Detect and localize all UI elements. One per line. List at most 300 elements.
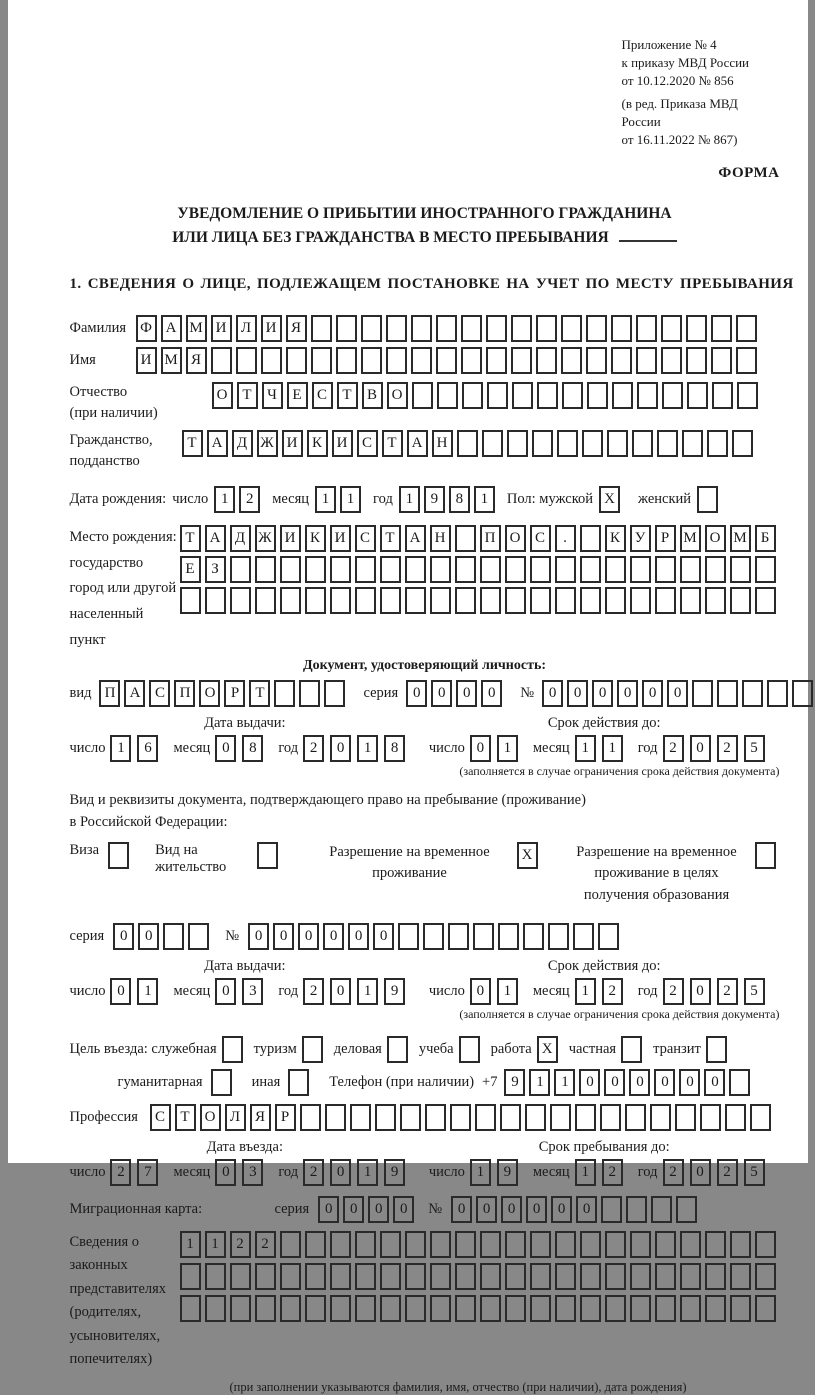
- char-cell[interactable]: [705, 556, 726, 583]
- char-cell[interactable]: [661, 315, 682, 342]
- char-cell[interactable]: 2: [255, 1231, 276, 1258]
- char-cell[interactable]: [355, 587, 376, 614]
- char-cell[interactable]: [430, 587, 451, 614]
- char-cell[interactable]: [611, 347, 632, 374]
- char-cell[interactable]: [512, 382, 533, 409]
- char-cell[interactable]: [755, 587, 776, 614]
- char-cell[interactable]: [380, 1295, 401, 1322]
- char-cell[interactable]: 0: [667, 680, 688, 707]
- char-cell[interactable]: [680, 1263, 701, 1290]
- char-cell[interactable]: [280, 1263, 301, 1290]
- char-cell[interactable]: [330, 1295, 351, 1322]
- char-cell[interactable]: 0: [113, 923, 134, 950]
- char-cell[interactable]: [430, 1263, 451, 1290]
- char-cell[interactable]: 0: [476, 1196, 497, 1223]
- char-cell[interactable]: X: [537, 1036, 558, 1063]
- char-cell[interactable]: Т: [337, 382, 358, 409]
- char-cell[interactable]: [755, 556, 776, 583]
- char-cell[interactable]: П: [174, 680, 195, 707]
- char-cell[interactable]: [580, 1231, 601, 1258]
- char-cell[interactable]: 0: [567, 680, 588, 707]
- char-cell[interactable]: [311, 347, 332, 374]
- char-cell[interactable]: [680, 587, 701, 614]
- char-cell[interactable]: З: [205, 556, 226, 583]
- char-cell[interactable]: Т: [382, 430, 403, 457]
- char-cell[interactable]: 8: [384, 735, 405, 762]
- char-cell[interactable]: [711, 315, 732, 342]
- char-cell[interactable]: [305, 1263, 326, 1290]
- char-cell[interactable]: [507, 430, 528, 457]
- char-cell[interactable]: [450, 1104, 471, 1131]
- char-cell[interactable]: 1: [575, 978, 596, 1005]
- char-cell[interactable]: [767, 680, 788, 707]
- char-cell[interactable]: Т: [182, 430, 203, 457]
- char-cell[interactable]: Я: [286, 315, 307, 342]
- char-cell[interactable]: [548, 923, 569, 950]
- char-cell[interactable]: [575, 1104, 596, 1131]
- char-cell[interactable]: [598, 923, 619, 950]
- char-cell[interactable]: Б: [755, 525, 776, 552]
- char-cell[interactable]: 0: [110, 978, 131, 1005]
- char-cell[interactable]: [480, 1231, 501, 1258]
- char-cell[interactable]: [530, 1263, 551, 1290]
- char-cell[interactable]: [222, 1036, 243, 1063]
- char-cell[interactable]: [230, 1295, 251, 1322]
- char-cell[interactable]: [605, 556, 626, 583]
- char-cell[interactable]: И: [261, 315, 282, 342]
- char-cell[interactable]: [299, 680, 320, 707]
- char-cell[interactable]: [736, 315, 757, 342]
- char-cell[interactable]: [311, 315, 332, 342]
- char-cell[interactable]: [412, 382, 433, 409]
- char-cell[interactable]: [605, 587, 626, 614]
- char-cell[interactable]: [305, 587, 326, 614]
- char-cell[interactable]: 0: [542, 680, 563, 707]
- char-cell[interactable]: [180, 1295, 201, 1322]
- char-cell[interactable]: [792, 680, 813, 707]
- char-cell[interactable]: 5: [744, 735, 765, 762]
- char-cell[interactable]: [230, 587, 251, 614]
- char-cell[interactable]: М: [161, 347, 182, 374]
- char-cell[interactable]: [600, 1104, 621, 1131]
- char-cell[interactable]: 9: [504, 1069, 525, 1096]
- char-cell[interactable]: 1: [180, 1231, 201, 1258]
- char-cell[interactable]: [380, 1231, 401, 1258]
- char-cell[interactable]: [737, 382, 758, 409]
- char-cell[interactable]: Е: [180, 556, 201, 583]
- char-cell[interactable]: 0: [690, 1159, 711, 1186]
- char-cell[interactable]: [730, 1231, 751, 1258]
- char-cell[interactable]: [411, 315, 432, 342]
- char-cell[interactable]: [355, 1295, 376, 1322]
- char-cell[interactable]: [455, 587, 476, 614]
- char-cell[interactable]: 0: [501, 1196, 522, 1223]
- char-cell[interactable]: 0: [393, 1196, 414, 1223]
- char-cell[interactable]: [336, 315, 357, 342]
- char-cell[interactable]: 0: [373, 923, 394, 950]
- char-cell[interactable]: [330, 587, 351, 614]
- char-cell[interactable]: [405, 1231, 426, 1258]
- char-cell[interactable]: О: [705, 525, 726, 552]
- char-cell[interactable]: [480, 556, 501, 583]
- char-cell[interactable]: О: [199, 680, 220, 707]
- char-cell[interactable]: 2: [303, 735, 324, 762]
- char-cell[interactable]: [586, 347, 607, 374]
- char-cell[interactable]: [630, 556, 651, 583]
- char-cell[interactable]: [230, 556, 251, 583]
- char-cell[interactable]: [630, 1263, 651, 1290]
- char-cell[interactable]: 0: [330, 1159, 351, 1186]
- char-cell[interactable]: [605, 1263, 626, 1290]
- char-cell[interactable]: [163, 923, 184, 950]
- char-cell[interactable]: [707, 430, 728, 457]
- char-cell[interactable]: [530, 1295, 551, 1322]
- char-cell[interactable]: [611, 315, 632, 342]
- char-cell[interactable]: [630, 587, 651, 614]
- char-cell[interactable]: [211, 347, 232, 374]
- char-cell[interactable]: [380, 1263, 401, 1290]
- char-cell[interactable]: 0: [690, 735, 711, 762]
- char-cell[interactable]: [473, 923, 494, 950]
- char-cell[interactable]: О: [212, 382, 233, 409]
- char-cell[interactable]: С: [357, 430, 378, 457]
- char-cell[interactable]: 0: [248, 923, 269, 950]
- char-cell[interactable]: [257, 842, 278, 869]
- char-cell[interactable]: [505, 1263, 526, 1290]
- char-cell[interactable]: [555, 1231, 576, 1258]
- char-cell[interactable]: [430, 556, 451, 583]
- char-cell[interactable]: [580, 556, 601, 583]
- char-cell[interactable]: [511, 347, 532, 374]
- char-cell[interactable]: [750, 1104, 771, 1131]
- char-cell[interactable]: И: [211, 315, 232, 342]
- char-cell[interactable]: 0: [431, 680, 452, 707]
- char-cell[interactable]: [730, 1263, 751, 1290]
- char-cell[interactable]: [180, 587, 201, 614]
- char-cell[interactable]: [742, 680, 763, 707]
- char-cell[interactable]: 2: [602, 978, 623, 1005]
- char-cell[interactable]: [480, 587, 501, 614]
- char-cell[interactable]: И: [282, 430, 303, 457]
- char-cell[interactable]: [505, 556, 526, 583]
- char-cell[interactable]: [687, 382, 708, 409]
- char-cell[interactable]: А: [124, 680, 145, 707]
- char-cell[interactable]: [280, 1231, 301, 1258]
- char-cell[interactable]: О: [200, 1104, 221, 1131]
- char-cell[interactable]: [511, 315, 532, 342]
- char-cell[interactable]: [680, 1295, 701, 1322]
- char-cell[interactable]: [486, 315, 507, 342]
- char-cell[interactable]: 0: [215, 978, 236, 1005]
- char-cell[interactable]: Ж: [255, 525, 276, 552]
- char-cell[interactable]: 1: [357, 735, 378, 762]
- char-cell[interactable]: 2: [239, 486, 260, 513]
- char-cell[interactable]: К: [605, 525, 626, 552]
- char-cell[interactable]: [682, 430, 703, 457]
- char-cell[interactable]: [398, 923, 419, 950]
- char-cell[interactable]: [457, 430, 478, 457]
- char-cell[interactable]: [525, 1104, 546, 1131]
- char-cell[interactable]: Л: [236, 315, 257, 342]
- char-cell[interactable]: 0: [654, 1069, 675, 1096]
- char-cell[interactable]: 1: [497, 735, 518, 762]
- char-cell[interactable]: [730, 556, 751, 583]
- char-cell[interactable]: 3: [242, 1159, 263, 1186]
- char-cell[interactable]: [475, 1104, 496, 1131]
- char-cell[interactable]: [380, 587, 401, 614]
- char-cell[interactable]: Я: [186, 347, 207, 374]
- char-cell[interactable]: [230, 1263, 251, 1290]
- char-cell[interactable]: П: [480, 525, 501, 552]
- char-cell[interactable]: А: [161, 315, 182, 342]
- char-cell[interactable]: 0: [273, 923, 294, 950]
- char-cell[interactable]: 1: [315, 486, 336, 513]
- char-cell[interactable]: Т: [180, 525, 201, 552]
- char-cell[interactable]: [730, 587, 751, 614]
- char-cell[interactable]: 1: [340, 486, 361, 513]
- char-cell[interactable]: [662, 382, 683, 409]
- char-cell[interactable]: [330, 556, 351, 583]
- char-cell[interactable]: [636, 347, 657, 374]
- char-cell[interactable]: 1: [205, 1231, 226, 1258]
- char-cell[interactable]: [330, 1263, 351, 1290]
- char-cell[interactable]: [288, 1069, 309, 1096]
- char-cell[interactable]: [255, 587, 276, 614]
- char-cell[interactable]: [188, 923, 209, 950]
- char-cell[interactable]: [305, 1231, 326, 1258]
- char-cell[interactable]: [661, 347, 682, 374]
- char-cell[interactable]: 0: [406, 680, 427, 707]
- char-cell[interactable]: [651, 1196, 672, 1223]
- char-cell[interactable]: [455, 1231, 476, 1258]
- char-cell[interactable]: [711, 347, 732, 374]
- char-cell[interactable]: [523, 923, 544, 950]
- char-cell[interactable]: [405, 556, 426, 583]
- char-cell[interactable]: Е: [287, 382, 308, 409]
- char-cell[interactable]: [305, 556, 326, 583]
- char-cell[interactable]: [211, 1069, 232, 1096]
- char-cell[interactable]: 0: [576, 1196, 597, 1223]
- char-cell[interactable]: К: [307, 430, 328, 457]
- char-cell[interactable]: [380, 556, 401, 583]
- char-cell[interactable]: 0: [629, 1069, 650, 1096]
- char-cell[interactable]: [286, 347, 307, 374]
- char-cell[interactable]: [655, 556, 676, 583]
- char-cell[interactable]: [580, 1263, 601, 1290]
- char-cell[interactable]: [725, 1104, 746, 1131]
- char-cell[interactable]: [586, 315, 607, 342]
- char-cell[interactable]: И: [330, 525, 351, 552]
- char-cell[interactable]: [705, 1231, 726, 1258]
- char-cell[interactable]: 0: [617, 680, 638, 707]
- char-cell[interactable]: [705, 1295, 726, 1322]
- char-cell[interactable]: Р: [275, 1104, 296, 1131]
- char-cell[interactable]: С: [149, 680, 170, 707]
- char-cell[interactable]: Д: [232, 430, 253, 457]
- char-cell[interactable]: [605, 1295, 626, 1322]
- char-cell[interactable]: [180, 1263, 201, 1290]
- char-cell[interactable]: [423, 923, 444, 950]
- char-cell[interactable]: [582, 430, 603, 457]
- char-cell[interactable]: [706, 1036, 727, 1063]
- char-cell[interactable]: [505, 1295, 526, 1322]
- char-cell[interactable]: 1: [399, 486, 420, 513]
- char-cell[interactable]: [561, 347, 582, 374]
- char-cell[interactable]: М: [730, 525, 751, 552]
- char-cell[interactable]: Ч: [262, 382, 283, 409]
- char-cell[interactable]: [561, 315, 582, 342]
- char-cell[interactable]: [498, 923, 519, 950]
- char-cell[interactable]: 2: [717, 978, 738, 1005]
- char-cell[interactable]: 9: [384, 1159, 405, 1186]
- char-cell[interactable]: 0: [215, 1159, 236, 1186]
- char-cell[interactable]: 1: [137, 978, 158, 1005]
- char-cell[interactable]: 2: [717, 735, 738, 762]
- char-cell[interactable]: 0: [704, 1069, 725, 1096]
- char-cell[interactable]: О: [387, 382, 408, 409]
- char-cell[interactable]: С: [355, 525, 376, 552]
- char-cell[interactable]: И: [280, 525, 301, 552]
- char-cell[interactable]: [621, 1036, 642, 1063]
- char-cell[interactable]: [280, 1295, 301, 1322]
- char-cell[interactable]: [387, 1036, 408, 1063]
- char-cell[interactable]: 6: [137, 735, 158, 762]
- char-cell[interactable]: 2: [110, 1159, 131, 1186]
- char-cell[interactable]: [686, 347, 707, 374]
- char-cell[interactable]: [655, 587, 676, 614]
- char-cell[interactable]: 1: [575, 735, 596, 762]
- char-cell[interactable]: [676, 1196, 697, 1223]
- char-cell[interactable]: И: [332, 430, 353, 457]
- char-cell[interactable]: [430, 1295, 451, 1322]
- char-cell[interactable]: 1: [575, 1159, 596, 1186]
- char-cell[interactable]: 5: [744, 978, 765, 1005]
- char-cell[interactable]: [636, 315, 657, 342]
- char-cell[interactable]: 9: [424, 486, 445, 513]
- char-cell[interactable]: [236, 347, 257, 374]
- char-cell[interactable]: 0: [138, 923, 159, 950]
- char-cell[interactable]: [300, 1104, 321, 1131]
- char-cell[interactable]: [386, 315, 407, 342]
- char-cell[interactable]: [626, 1196, 647, 1223]
- char-cell[interactable]: [755, 1231, 776, 1258]
- char-cell[interactable]: [405, 1295, 426, 1322]
- char-cell[interactable]: 0: [323, 923, 344, 950]
- char-cell[interactable]: [255, 1263, 276, 1290]
- char-cell[interactable]: X: [517, 842, 538, 869]
- char-cell[interactable]: 2: [663, 1159, 684, 1186]
- char-cell[interactable]: [205, 1263, 226, 1290]
- char-cell[interactable]: 9: [497, 1159, 518, 1186]
- char-cell[interactable]: [448, 923, 469, 950]
- char-cell[interactable]: 1: [474, 486, 495, 513]
- char-cell[interactable]: [705, 587, 726, 614]
- char-cell[interactable]: Т: [175, 1104, 196, 1131]
- char-cell[interactable]: [550, 1104, 571, 1131]
- char-cell[interactable]: 0: [456, 680, 477, 707]
- char-cell[interactable]: 3: [242, 978, 263, 1005]
- char-cell[interactable]: [505, 587, 526, 614]
- char-cell[interactable]: [325, 1104, 346, 1131]
- char-cell[interactable]: [355, 556, 376, 583]
- char-cell[interactable]: 0: [604, 1069, 625, 1096]
- char-cell[interactable]: [336, 347, 357, 374]
- char-cell[interactable]: А: [207, 430, 228, 457]
- char-cell[interactable]: 2: [303, 978, 324, 1005]
- char-cell[interactable]: [601, 1196, 622, 1223]
- char-cell[interactable]: [717, 680, 738, 707]
- char-cell[interactable]: [355, 1263, 376, 1290]
- char-cell[interactable]: 1: [529, 1069, 550, 1096]
- char-cell[interactable]: 7: [137, 1159, 158, 1186]
- char-cell[interactable]: Я: [250, 1104, 271, 1131]
- char-cell[interactable]: [255, 1295, 276, 1322]
- char-cell[interactable]: [755, 842, 776, 869]
- char-cell[interactable]: [655, 1231, 676, 1258]
- char-cell[interactable]: С: [530, 525, 551, 552]
- char-cell[interactable]: Н: [432, 430, 453, 457]
- char-cell[interactable]: 2: [602, 1159, 623, 1186]
- char-cell[interactable]: 1: [357, 978, 378, 1005]
- char-cell[interactable]: [637, 382, 658, 409]
- char-cell[interactable]: [712, 382, 733, 409]
- char-cell[interactable]: [536, 315, 557, 342]
- char-cell[interactable]: [400, 1104, 421, 1131]
- char-cell[interactable]: 0: [215, 735, 236, 762]
- char-cell[interactable]: [436, 315, 457, 342]
- char-cell[interactable]: [459, 1036, 480, 1063]
- char-cell[interactable]: [630, 1295, 651, 1322]
- char-cell[interactable]: [487, 382, 508, 409]
- char-cell[interactable]: [375, 1104, 396, 1131]
- char-cell[interactable]: [555, 556, 576, 583]
- char-cell[interactable]: 2: [717, 1159, 738, 1186]
- char-cell[interactable]: [430, 1231, 451, 1258]
- char-cell[interactable]: К: [305, 525, 326, 552]
- char-cell[interactable]: В: [362, 382, 383, 409]
- char-cell[interactable]: [580, 525, 601, 552]
- char-cell[interactable]: У: [630, 525, 651, 552]
- char-cell[interactable]: [505, 1231, 526, 1258]
- char-cell[interactable]: 0: [368, 1196, 389, 1223]
- char-cell[interactable]: [261, 347, 282, 374]
- char-cell[interactable]: [455, 1295, 476, 1322]
- char-cell[interactable]: 1: [554, 1069, 575, 1096]
- char-cell[interactable]: Т: [380, 525, 401, 552]
- char-cell[interactable]: [732, 430, 753, 457]
- char-cell[interactable]: [436, 347, 457, 374]
- char-cell[interactable]: [625, 1104, 646, 1131]
- char-cell[interactable]: [650, 1104, 671, 1131]
- char-cell[interactable]: [274, 680, 295, 707]
- char-cell[interactable]: [530, 556, 551, 583]
- char-cell[interactable]: [562, 382, 583, 409]
- char-cell[interactable]: [605, 1231, 626, 1258]
- char-cell[interactable]: [555, 1295, 576, 1322]
- char-cell[interactable]: 0: [330, 978, 351, 1005]
- char-cell[interactable]: С: [150, 1104, 171, 1131]
- char-cell[interactable]: [280, 556, 301, 583]
- char-cell[interactable]: [324, 680, 345, 707]
- char-cell[interactable]: Л: [225, 1104, 246, 1131]
- char-cell[interactable]: Р: [224, 680, 245, 707]
- char-cell[interactable]: 8: [449, 486, 470, 513]
- char-cell[interactable]: [697, 486, 718, 513]
- char-cell[interactable]: 0: [451, 1196, 472, 1223]
- char-cell[interactable]: [700, 1104, 721, 1131]
- char-cell[interactable]: [480, 1263, 501, 1290]
- char-cell[interactable]: Ж: [257, 430, 278, 457]
